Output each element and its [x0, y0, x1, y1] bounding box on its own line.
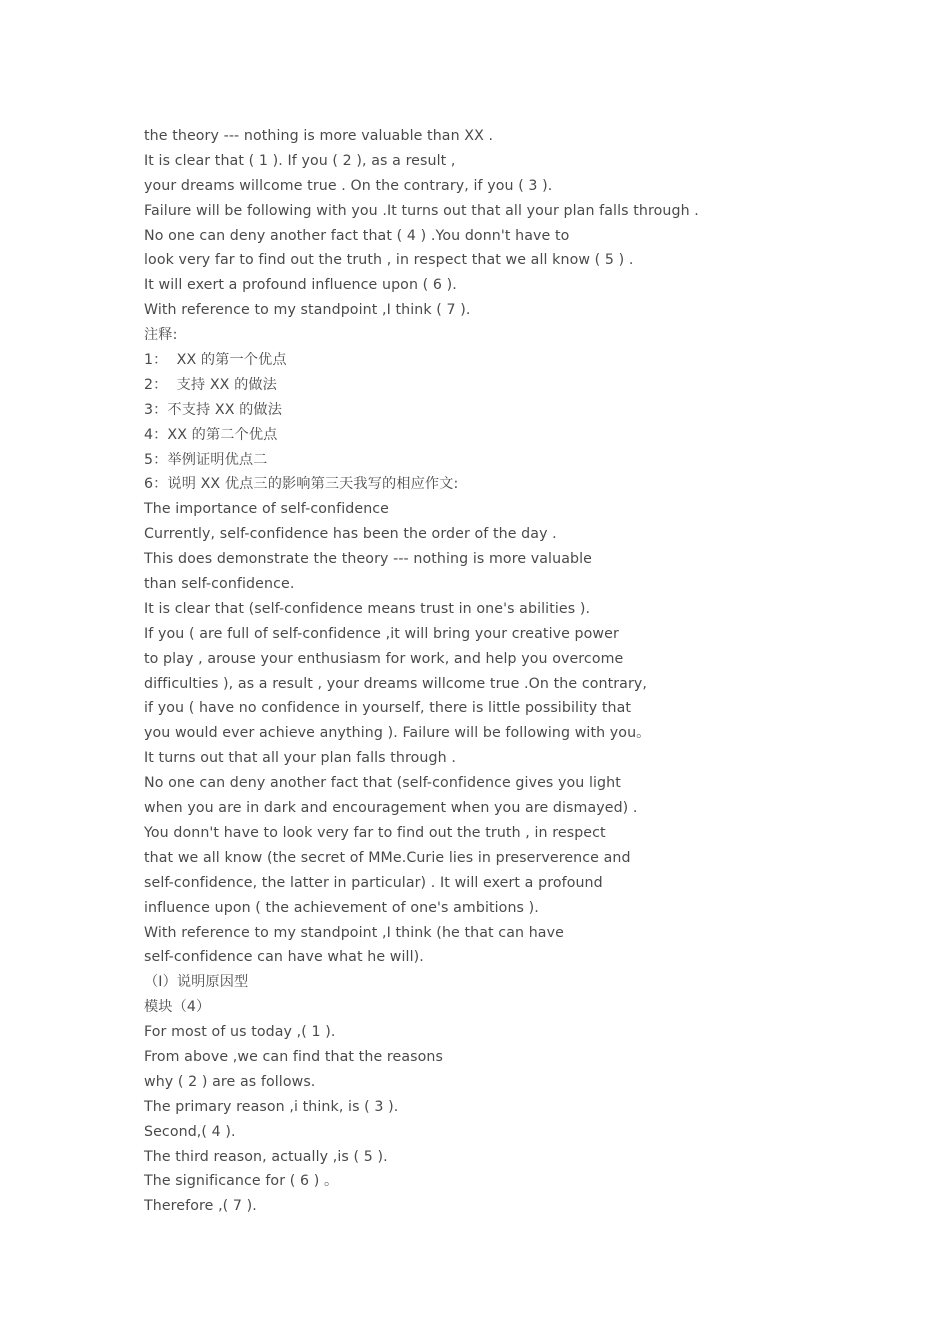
- notes-heading: 注释:: [144, 327, 178, 344]
- text-line: With reference to my standpoint ,I think ( 7 ).: [144, 302, 471, 319]
- text-line: The primary reason ,i think, is ( 3 ).: [144, 1098, 399, 1115]
- section-heading: （I）说明原因型: [144, 974, 249, 991]
- note-item: 3：不支持 XX 的做法: [144, 401, 282, 418]
- text-line: It is clear that (self-confidence means trust in one's abilities ).: [144, 600, 591, 617]
- text-line: You donn't have to look very far to find out the truth , in respect: [144, 824, 606, 841]
- text-line: No one can deny another fact that (self-confidence gives you light: [144, 775, 621, 792]
- text-line: With reference to my standpoint ,I think (he that can have: [144, 924, 564, 941]
- text-line: For most of us today ,( 1 ).: [144, 1024, 336, 1041]
- text-line: you would ever achieve anything ). Failure will be following with you。: [144, 725, 651, 742]
- text-line: self-confidence can have what he will).: [144, 949, 424, 966]
- text-line: Currently, self-confidence has been the order of the day .: [144, 526, 557, 543]
- note-item: 6：说明 XX 优点三的影响第三天我写的相应作文:: [144, 476, 459, 493]
- text-line: Second,( 4 ).: [144, 1123, 236, 1140]
- text-line: to play , arouse your enthusiasm for work, and help you overcome: [144, 650, 624, 667]
- text-line: that we all know (the secret of MMe.Curie lies in preserverence and: [144, 849, 631, 866]
- document-body: [144, 124, 864, 1219]
- text-line: If you ( are full of self-confidence ,it will bring your creative power: [144, 625, 619, 642]
- module-heading: 模块（4）: [144, 999, 211, 1016]
- note-item: 4：XX 的第二个优点: [144, 426, 278, 443]
- note-item: 2： 支持 XX 的做法: [144, 376, 277, 393]
- text-line: The third reason, actually ,is ( 5 ).: [144, 1148, 388, 1165]
- text-line: It will exert a profound influence upon ( 6 ).: [144, 277, 457, 294]
- text-line: look very far to find out the truth , in respect that we all know ( 5 ) .: [144, 252, 634, 269]
- text-line: This does demonstrate the theory --- nothing is more valuable: [144, 551, 592, 568]
- text-line: than self-confidence.: [144, 576, 295, 593]
- text-line: influence upon ( the achievement of one's ambitions ).: [144, 899, 539, 916]
- note-item: 1： XX 的第一个优点: [144, 352, 287, 369]
- text-line: It is clear that ( 1 ). If you ( 2 ), as a result ,: [144, 152, 456, 169]
- text-line: Failure will be following with you .It turns out that all your plan falls through .: [144, 202, 699, 219]
- text-line: It turns out that all your plan falls through .: [144, 750, 456, 767]
- text-line: self-confidence, the latter in particular) . It will exert a profound: [144, 874, 603, 891]
- text-line: when you are in dark and encouragement when you are dismayed) .: [144, 800, 638, 817]
- text-line: Therefore ,( 7 ).: [144, 1198, 257, 1215]
- text-line: No one can deny another fact that ( 4 ) .You donn't have to: [144, 227, 570, 244]
- note-item: 5：举例证明优点二: [144, 451, 268, 468]
- text-line: The significance for ( 6 ) 。: [144, 1173, 339, 1190]
- text-line: if you ( have no confidence in yourself, there is little possibility that: [144, 700, 632, 717]
- essay-title: The importance of self-confidence: [144, 501, 390, 518]
- text-line: From above ,we can find that the reasons: [144, 1048, 443, 1065]
- text-line: your dreams willcome true . On the contrary, if you ( 3 ).: [144, 177, 553, 194]
- text-line: the theory --- nothing is more valuable than XX .: [144, 128, 494, 144]
- text-line: difficulties ), as a result , your dreams willcome true .On the contrary,: [144, 675, 648, 692]
- text-line: why ( 2 ) are as follows.: [144, 1073, 316, 1090]
